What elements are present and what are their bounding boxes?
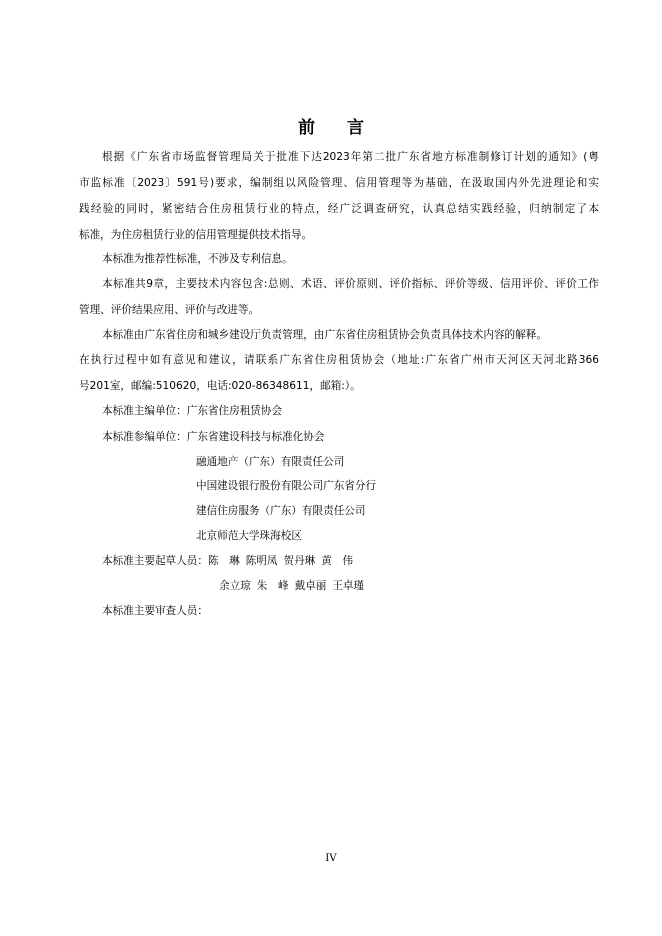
drafters-line-1 bbox=[102, 554, 359, 568]
page-number: IV bbox=[325, 853, 337, 864]
reviewers-label: 本标准主要审查人员： bbox=[102, 605, 208, 617]
participant-unit: 中国建设银行股份有限公司广东省分行 bbox=[196, 480, 377, 492]
paragraph-3-line-2: 管理、评价结果应用、评价与改进等。 bbox=[79, 304, 260, 316]
title-part-1: 前 bbox=[298, 118, 315, 138]
participants-label: 本标准参编单位： bbox=[102, 431, 187, 443]
participant-unit: 融通地产（广东）有限责任公司 bbox=[196, 456, 345, 468]
paragraph-4-line-1: 本标准由广东省住房和城乡建设厅负责管理，由广东省住房租赁协会负责具体技术内容的解释。 bbox=[102, 329, 547, 341]
paragraph-1-line-1: 根据《广东省市场监督管理局关于批准下达2023年第二批广东省地方标准制修订计划的通知》(粤 bbox=[102, 151, 599, 163]
drafters-label: 本标准主要起草人员： bbox=[102, 555, 208, 567]
chief-editor-line bbox=[102, 404, 282, 418]
drafter-name: 王卓瑾 bbox=[332, 580, 365, 592]
chief-editor-value: 广东省住房租赁协会 bbox=[186, 405, 283, 417]
title-part-2: 言 bbox=[347, 118, 364, 138]
participant-unit: 广东省建设科技与标准化协会 bbox=[186, 431, 325, 443]
drafters-line-2 bbox=[219, 579, 370, 593]
paragraph-2-line-1: 本标准为推荐性标准，不涉及专利信息。 bbox=[102, 253, 293, 265]
drafter-name: 余立琼 bbox=[219, 580, 251, 592]
paragraph-1-line-4: 标准，为住房租赁行业的信用管理提供技术指导。 bbox=[79, 229, 313, 241]
chief-editor-label: 本标准主编单位： bbox=[102, 405, 187, 417]
drafter-name: 陈明凤 bbox=[245, 555, 278, 567]
drafter-name: 朱 峰 bbox=[256, 580, 289, 592]
drafter-name: 黄 伟 bbox=[321, 555, 354, 567]
participant-unit: 北京师范大学珠海校区 bbox=[196, 530, 302, 542]
participants-line bbox=[102, 430, 324, 444]
drafter-name: 戴卓丽 bbox=[294, 580, 327, 592]
paragraph-3-line-1: 本标准共9章，主要技术内容包含:总则、术语、评价原则、评价指标、评价等级、信用评价、评价工作 bbox=[102, 278, 599, 290]
paragraph-4-line-3: 号201室，邮编:510620，电话:020-86348611，邮箱:）。 bbox=[79, 380, 361, 392]
drafter-name: 贺丹琳 bbox=[283, 555, 316, 567]
drafter-name: 陈 琳 bbox=[207, 555, 240, 567]
paragraph-4-line-2: 在执行过程中如有意见和建议，请联系广东省住房租赁协会（地址:广东省广州市天河区天河北路366 bbox=[79, 354, 599, 366]
participant-unit: 建信住房服务（广东）有限责任公司 bbox=[196, 505, 366, 517]
paragraph-1-line-2: 市监标准〔2023〕591号)要求，编制组以风险管理、信用管理等为基础，在汲取国内外先进理论和实 bbox=[79, 177, 599, 189]
page-title bbox=[0, 113, 662, 138]
paragraph-1-line-3: 践经验的同时，紧密结合住房租赁行业的特点，经广泛调查研究，认真总结实践经验，归纳制定了本 bbox=[79, 203, 599, 215]
